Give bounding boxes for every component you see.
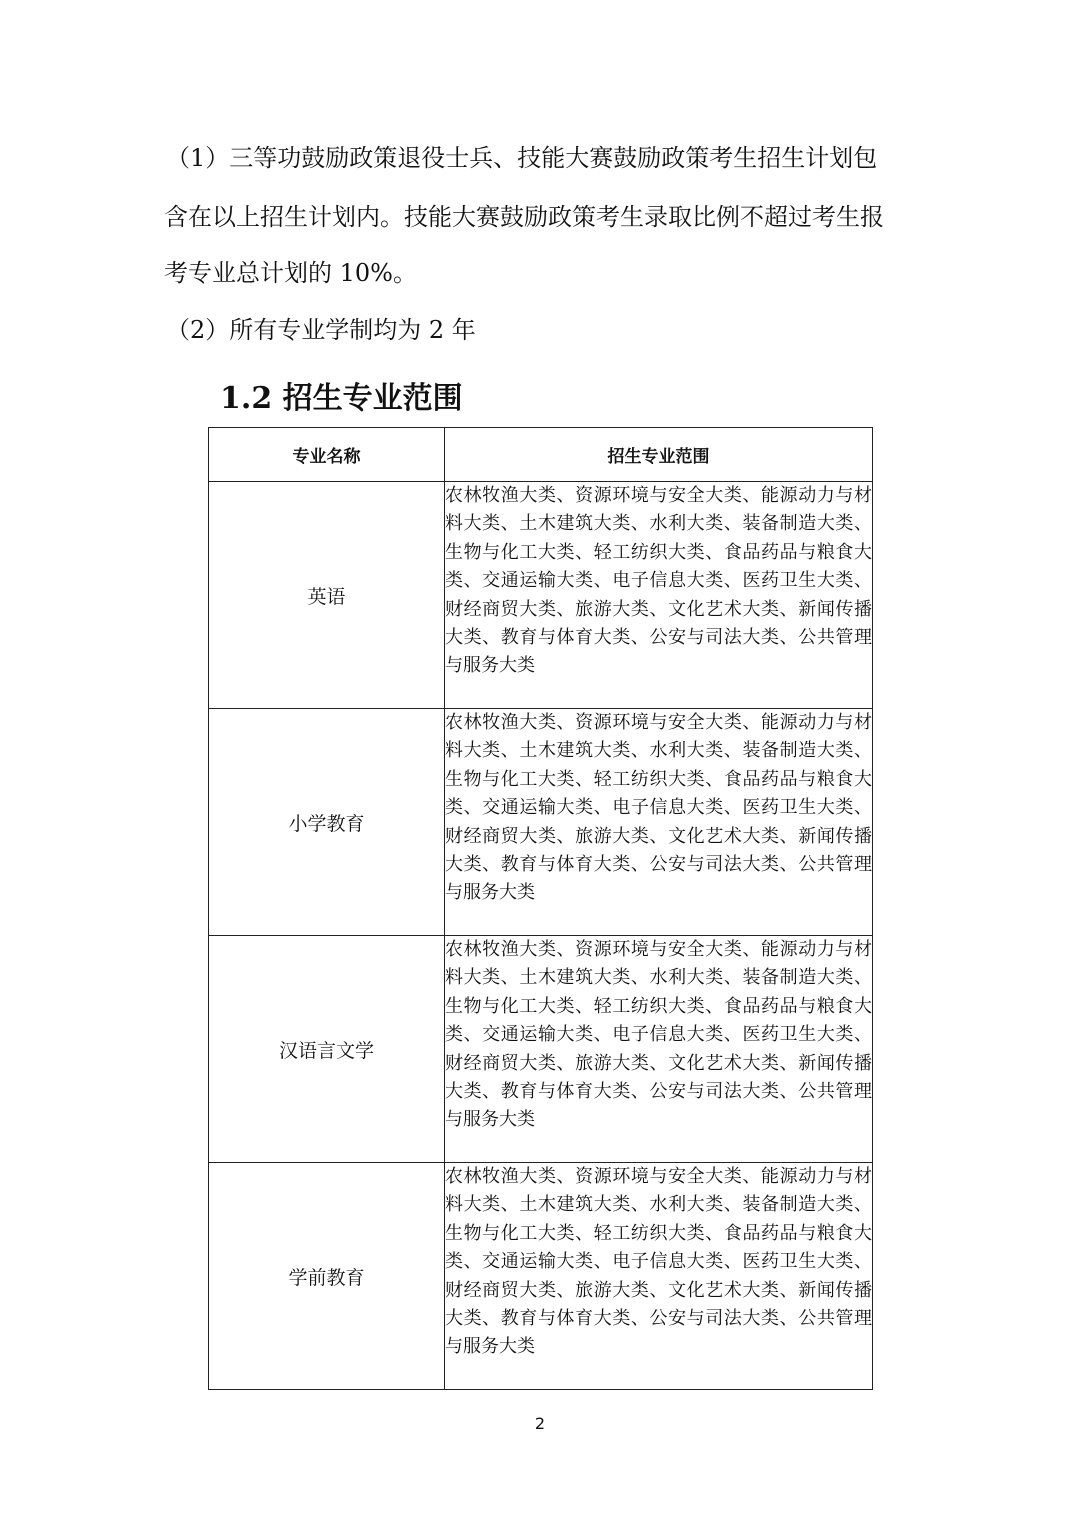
major-range-cell: 农林牧渔大类、资源环境与安全大类、能源动力与材料大类、土木建筑大类、水利大类、装备制造大类、生物与化工大类、轻工纺织大类、食品药品与粮食大类、交通运输大类、电子信息大类、医药卫生大类、财经商贸大类、旅游大类、文化艺术大类、新闻传播大类、教育与体育大类、公安与司法大类、公共管理与服务大类: [445, 1163, 873, 1390]
table-row: [209, 1163, 873, 1390]
table-row: [209, 709, 873, 936]
major-name-cell: 英语: [209, 482, 445, 709]
table-row: [209, 482, 873, 709]
section-heading: 1.2 招生专业范围: [220, 381, 463, 416]
table-row: [209, 936, 873, 1163]
major-name-cell: 汉语言文学: [209, 936, 445, 1163]
majors-table: [208, 427, 873, 1390]
header-major-range: 招生专业范围: [445, 428, 873, 482]
note-1-line-1: （1）三等功鼓励政策退役士兵、技能大赛鼓励政策考生招生计划包: [166, 144, 878, 172]
major-range-cell: 农林牧渔大类、资源环境与安全大类、能源动力与材料大类、土木建筑大类、水利大类、装备制造大类、生物与化工大类、轻工纺织大类、食品药品与粮食大类、交通运输大类、电子信息大类、医药卫生大类、财经商贸大类、旅游大类、文化艺术大类、新闻传播大类、教育与体育大类、公安与司法大类、公共管理与服务大类: [445, 709, 873, 936]
page-number: 2: [534, 1414, 546, 1433]
note-2: （2）所有专业学制均为 2 年: [166, 316, 476, 344]
major-name-cell: 小学教育: [209, 709, 445, 936]
major-range-cell: 农林牧渔大类、资源环境与安全大类、能源动力与材料大类、土木建筑大类、水利大类、装备制造大类、生物与化工大类、轻工纺织大类、食品药品与粮食大类、交通运输大类、电子信息大类、医药卫生大类、财经商贸大类、旅游大类、文化艺术大类、新闻传播大类、教育与体育大类、公安与司法大类、公共管理与服务大类: [445, 482, 873, 709]
major-name-cell: 学前教育: [209, 1163, 445, 1390]
table-header-row: [209, 428, 873, 482]
header-major-name: 专业名称: [209, 428, 445, 482]
major-range-cell: 农林牧渔大类、资源环境与安全大类、能源动力与材料大类、土木建筑大类、水利大类、装备制造大类、生物与化工大类、轻工纺织大类、食品药品与粮食大类、交通运输大类、电子信息大类、医药卫生大类、财经商贸大类、旅游大类、文化艺术大类、新闻传播大类、教育与体育大类、公安与司法大类、公共管理与服务大类: [445, 936, 873, 1163]
note-1-line-3: 考专业总计划的 10%。: [164, 259, 417, 287]
note-1-line-2: 含在以上招生计划内。技能大赛鼓励政策考生录取比例不超过考生报: [164, 203, 884, 231]
